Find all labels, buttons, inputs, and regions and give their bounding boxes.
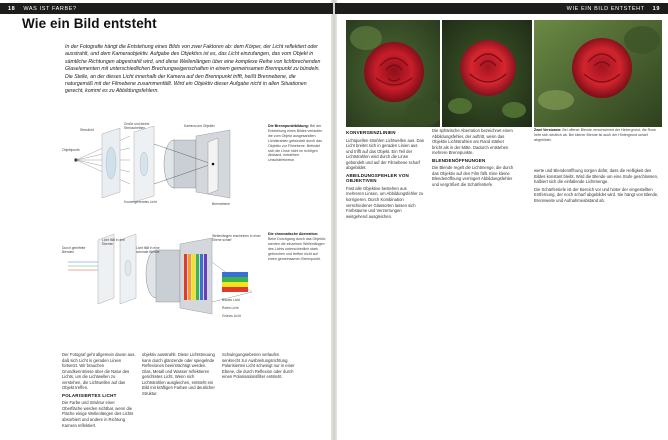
diagram1-label-camera: Kamera und Objektiv bbox=[184, 124, 215, 128]
diagram2-label-sharp: Wellenlängen erscheinen in einer Ebene scharf bbox=[212, 234, 261, 242]
diagram2-label-red: Rotes Licht bbox=[222, 306, 239, 310]
heading-lens-aberrations: ABBILDUNGSFEHLER VON OBJEKTIVEN bbox=[346, 172, 410, 184]
diagram1-caption-title: Die Brennpunktbildung: bbox=[268, 124, 309, 128]
diagram2-label-blue: Blaues Licht bbox=[222, 298, 240, 302]
diagram2-caption-title: Die chromatische Aberration: bbox=[268, 232, 319, 236]
rose-photo-3 bbox=[534, 20, 662, 127]
diagram2-caption-text: Beim Durchgang durch das Objektiv werden die einzelnen Wellenlängen des Lichts unterschiedlich stark gebrochen und treffen nicht auf einen gemeinsamen Brennpunkt. bbox=[268, 236, 326, 261]
focus-diagram bbox=[74, 126, 230, 202]
left-column-1 bbox=[62, 352, 136, 430]
right-column-1 bbox=[346, 128, 424, 221]
diagram1-caption bbox=[268, 124, 326, 163]
right-page-number: 19 bbox=[652, 5, 660, 12]
lens-barrel-2 bbox=[156, 250, 180, 302]
intro-paragraph: In der Fotografie hängt die Entstehung eines Bilds von zwei Faktoren ab: dem Körper, der Licht reflektiert oder ausstrahlt, und dem Kameraobjektiv. Aufgabe des Objektivs ist es, das Licht einzufangen, das vom Objekt in sämtliche Richtungen abgestrahlt wird, und diese Wellenlängen über eine komplexe Reihe von lichtbrechenden Glaselementen mit unterschiedlichen Brechungseigenschaften in einem gemeinsamen Brennpunkt zu bündeln. Die Stelle, an der dieses Licht innerhalb der Kamera auf den Brennpunkt trifft, heißt Brennebene, die naturgemäß mit der Filmebene zusammenfällt. Wird ein Objektiv dieser Aufgabe nicht in allen Situationen gerecht, kommt es zu Abbildungsfehlern. bbox=[65, 44, 321, 95]
left-column-1-paragraph: Der Fotograf geht allgemein davon aus, daß sich Licht in geraden Linien fortsetzt. Wir brauchen Grundkenntnisse über die Natur des Lichts, um die Lichtwellen zu verstehen, die Lichtwellen auf das Objekt treffen. bbox=[62, 352, 136, 391]
focal-plane bbox=[208, 138, 218, 194]
photo-caption bbox=[534, 128, 662, 143]
lens-barrel bbox=[174, 140, 196, 188]
diagram1-caption-text: Bei der Entstehung eines Bildes verlaufen die vom Objekt ausgesandten Lichtstrahlen gebündelt durch das Objektiv zur Filmebene. Befindet sich die Linse nicht im richtigen Abstand, entstehen Unschärfekreise. bbox=[268, 124, 323, 163]
color-fringe bbox=[222, 272, 248, 292]
right-column-2 bbox=[432, 128, 514, 189]
left-column-3-paragraph: Schwingungsebenen verlaufen senkrecht zur Ausbreitungsrichtung. Polarisiertes Licht schwingt nur in einer Ebene, die durch Reflexion oder durch einen Polarisationsfilter entsteht. bbox=[222, 352, 295, 380]
right-column-3 bbox=[534, 168, 662, 205]
right-column-2-paragraph-2: Die Blende regelt die Lichtmenge, die durch das Objektiv auf den Film fällt. Eine kleine Blendenöffnung verringert Abbildungsfehler und vergrößert die Schärfentiefe. bbox=[432, 165, 514, 187]
diagram1-label-converging: Konvergierendes Licht bbox=[124, 200, 157, 204]
left-running-head: WAS IST FARBE? bbox=[23, 5, 77, 12]
diagram2-caption bbox=[268, 232, 326, 261]
rose-photo-1 bbox=[346, 20, 440, 127]
page-title: Wie ein Bild entsteht bbox=[22, 16, 157, 31]
right-running-head: WIE EIN BILD ENTSTEHT bbox=[566, 5, 645, 12]
diagram1-label-focal-plane: Brennebene bbox=[212, 202, 230, 206]
right-column-2-paragraph: Die sphärische Aberration bezeichnet einen Abbildungsfehler, der auftritt, wenn das Objektiv Lichtstrahlen am Rand stärker bricht als in der Mitte. Dadurch entstehen mehrere Brennpunkte. bbox=[432, 128, 513, 156]
right-running-header bbox=[335, 3, 668, 14]
left-column-2 bbox=[142, 352, 216, 398]
right-column-3-paragraph-2: Die Schärfentiefe ist der Bereich vor und hinter der eingestellten Entfernung, der noch scharf abgebildet wird. Sie hängt von Blende, Brennweite und Aufnahmeabstand ab. bbox=[534, 186, 659, 203]
diagram2-label-three-planes: Licht fällt in drei Ebenen bbox=[102, 238, 125, 246]
right-column-1-paragraph: Lichtquellen strahlen Lichtwellen aus. Das Licht breitet sich in geraden Linien aus und trifft auf das Objekt. Ein Teil der Lichtstrahlen wird durch die Linse gebündelt und auf der Filmebene scharf abgebildet. bbox=[346, 137, 424, 171]
diagram1-label-object: Objektpunkt bbox=[62, 148, 80, 152]
left-column-1-paragraph-2: Die Farbe und Struktur einer Oberfläche werden sichtbar, wenn die Fläche einige Wellenlängen des Lichts absorbiert und andere in Richtung Kamera reflektiert. bbox=[62, 400, 134, 428]
left-running-header bbox=[0, 3, 333, 14]
heading-polarized-light: POLARISIERTES LICHT bbox=[62, 392, 117, 398]
diagram1-label-scatter: Streulicht bbox=[80, 128, 94, 132]
diagram2-label-narrow: Licht fällt in eine schmale Blende bbox=[136, 246, 160, 254]
photo-caption-title: Zwei Versionen: bbox=[534, 128, 562, 132]
heading-convergence: KONVERGENZLINIEN bbox=[346, 130, 396, 135]
diagram2-label-green: Grünes Licht bbox=[222, 314, 241, 318]
diagram2-label-diffraction: Durch geriefelte Blenden bbox=[62, 246, 86, 254]
right-column-3-paragraph: werte und Blendenöffnung sorgen dafür, dass die Helligkeit des Bildes konstant bleibt. Wird die Blende um eine Stufe geschlossen, halbiert sich die einfallende Lichtmenge. bbox=[534, 168, 659, 185]
right-column-1-paragraph-2: Fast alle Objektive bestehen aus mehreren Linsen, um Abbildungsfehler zu korrigieren. Durch Kombination verschiedener Glassorten lassen sich Farbsäume und Verzerrungen weitgehend ausgleichen. bbox=[346, 185, 424, 219]
left-column-3 bbox=[222, 352, 296, 382]
diagram-area bbox=[62, 122, 267, 347]
heading-apertures: BLENDENÖFFNUNGEN bbox=[432, 157, 486, 163]
left-page-number: 18 bbox=[8, 5, 16, 12]
diagram1-label-discs: Große und kleine Streuscheiben bbox=[124, 122, 150, 130]
left-column-2-paragraph: objektiv ausstrahlt. Diese Lichtstreuung kann durch glänzende oder spiegelnde Reflexionen beeinträchtigt werden. Glas, Metall und Wasser reflektieren gerichtetes Licht. Wenn sich Lichtstrahlen ausgleichen, entsteht ein Bild mit kräftigen Farben und deutlicher Struktur. bbox=[142, 352, 215, 396]
rose-photo-2 bbox=[442, 20, 532, 127]
book-gutter bbox=[331, 0, 337, 440]
photo-caption-text: Bei offener Blende verschwimmt der Hintergrund, die Rose hebt sich deutlich ab. Bei kleiner Blende ist auch der Hintergrund scharf abgebildet. bbox=[534, 128, 656, 142]
